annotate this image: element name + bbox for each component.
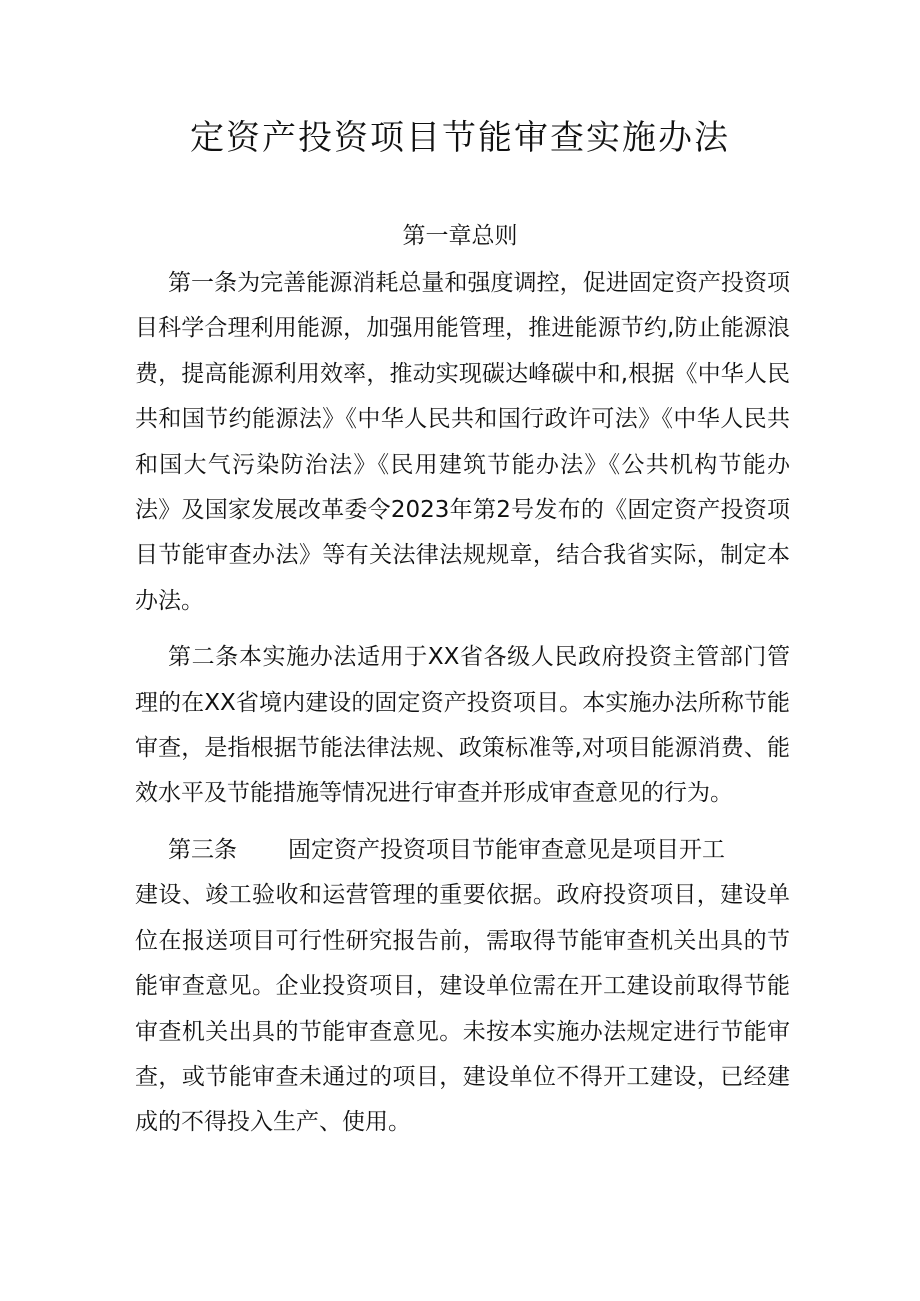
article-3-first-line: 固定资产投资项目节能审查意见是项目开工 (288, 836, 725, 863)
article-3 (135, 828, 790, 1146)
article-2: 第二条本实施办法适用于XX省各级人民政府投资主管部门管理的在XX省境内建设的固定资产投资项目。本实施办法所称节能审查，是指根据节能法律法规、政策标准等,对项目能源消费、能效水平及节能措施等情况进行审查并形成审查意见的行为。 (135, 644, 790, 807)
article-3-label: 第三条 (168, 836, 237, 863)
document-title: 定资产投资项目节能审查实施办法 (190, 118, 730, 158)
article-1: 第一条为完善能源消耗总量和强度调控，促进固定资产投资项目科学合理利用能源，加强用能管理，推进能源节约,防止能源浪费，提高能源利用效率，推动实现碳达峰碳中和,根据《中华人民共和国节约能源法》《中华人民共和国行政许可法》《中华人民共和国大气污染防治法》《民用建筑节能办法》《公共机构节能办法》及国家发展改革委令2023年第2号发布的《固定资产投资项目节能审查办法》等有关法律法规规章，结合我省实际，制定本办法。 (135, 270, 790, 614)
article-3-body: 建设、竣工验收和运营管理的重要依据。政府投资项目，建设单位在报送项目可行性研究报告前，需取得节能审查机关出具的节能审查意见。企业投资项目，建设单位需在开工建设前取得节能审查机关出具的节能审查意见。未按本实施办法规定进行节能审查，或节能审查未通过的项目，建设单位不得开工建设，已经建成的不得投入生产、使用。 (135, 882, 790, 1136)
chapter-heading: 第一章总则 (402, 223, 518, 249)
document-body (135, 261, 790, 1146)
